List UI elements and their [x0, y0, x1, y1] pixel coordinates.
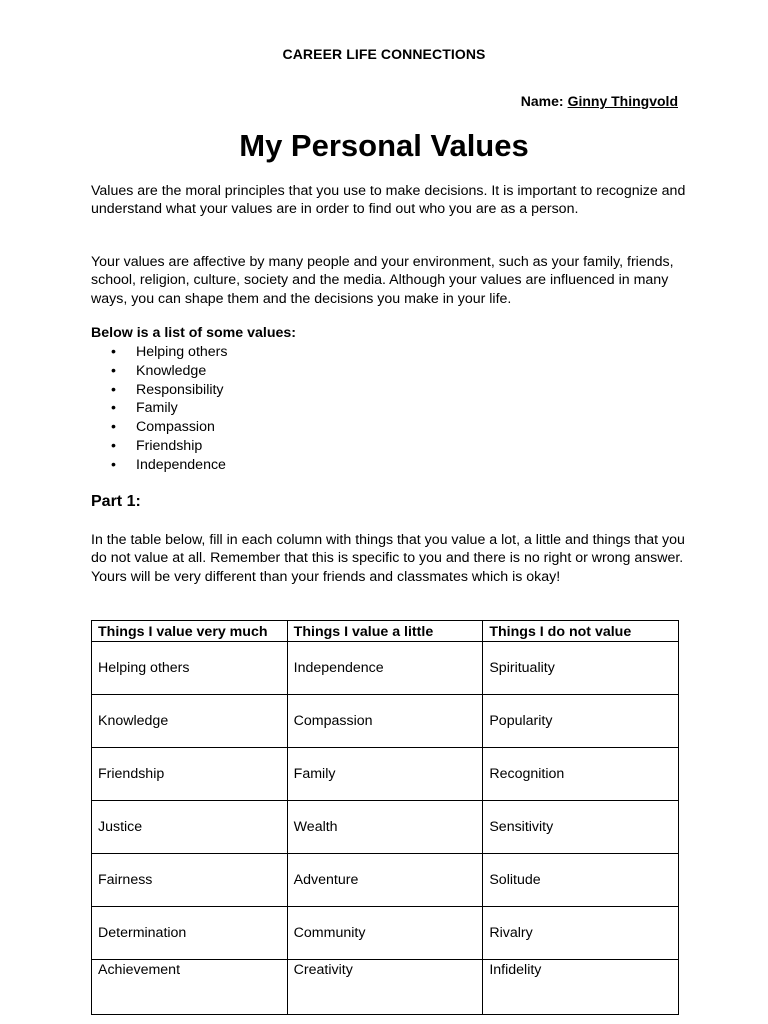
list-item: • Helping others [91, 343, 228, 362]
table-cell: Recognition [483, 748, 679, 801]
table-row [92, 695, 679, 748]
table-cell: Achievement [92, 960, 288, 1015]
values-list [91, 343, 228, 475]
table-cell: Knowledge [92, 695, 288, 748]
list-item: • Compassion [91, 418, 228, 437]
table-cell: Sensitivity [483, 801, 679, 854]
list-item: • Knowledge [91, 362, 228, 381]
column-header: Things I value very much [92, 621, 288, 642]
table-header-row [92, 621, 679, 642]
table-cell: Justice [92, 801, 288, 854]
table-cell: Creativity [287, 960, 483, 1015]
list-item: • Responsibility [91, 381, 228, 400]
table-cell: Compassion [287, 695, 483, 748]
values-list-heading: Below is a list of some values: [91, 325, 296, 341]
table-cell: Wealth [287, 801, 483, 854]
table-cell: Solitude [483, 854, 679, 907]
table-cell: Determination [92, 907, 288, 960]
table-row [92, 801, 679, 854]
table-cell: Fairness [92, 854, 288, 907]
page-title: My Personal Values [239, 128, 529, 163]
table-cell: Independence [287, 642, 483, 695]
table-row [92, 907, 679, 960]
table-row [92, 854, 679, 907]
column-header: Things I value a little [287, 621, 483, 642]
list-item: • Family [91, 399, 228, 418]
instructions-paragraph: In the table below, fill in each column with things that you value a lot, a little and things that you do not value at all. Remember that this is specific to you and there is no right or wrong answer. Yours will be very different than your friends and classmates which is okay! [91, 532, 685, 585]
table-cell: Community [287, 907, 483, 960]
table-cell: Popularity [483, 695, 679, 748]
table-cell: Rivalry [483, 907, 679, 960]
table-cell: Friendship [92, 748, 288, 801]
column-header: Things I do not value [483, 621, 679, 642]
table-row [92, 748, 679, 801]
table-cell: Spirituality [483, 642, 679, 695]
table-cell: Family [287, 748, 483, 801]
influence-paragraph: Your values are affective by many people and your environment, such as your family, friends, school, religion, culture, society and the media. Although your values are influenced in many ways, you can shape them and the decisions you make in your life. [91, 254, 674, 307]
student-name: Ginny Thingvold [567, 93, 678, 109]
name-line [521, 93, 678, 109]
table-cell: Helping others [92, 642, 288, 695]
list-item: • Friendship [91, 437, 228, 456]
part-heading: Part 1: [91, 493, 141, 510]
table-row [92, 642, 679, 695]
intro-paragraph: Values are the moral principles that you use to make decisions. It is important to recognize and understand what your values are in order to find out who you are as a person. [91, 183, 686, 218]
values-table [91, 620, 679, 1015]
table-cell: Infidelity [483, 960, 679, 1015]
list-item: • Independence [91, 456, 228, 475]
table-cell: Adventure [287, 854, 483, 907]
course-header: CAREER LIFE CONNECTIONS [282, 46, 486, 62]
name-label: Name: [520, 93, 564, 109]
table-row [92, 960, 679, 1015]
